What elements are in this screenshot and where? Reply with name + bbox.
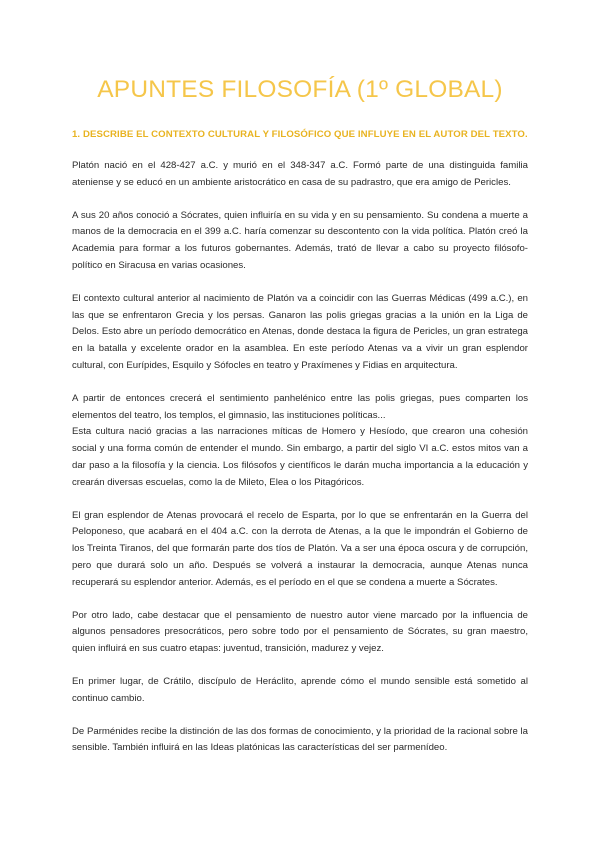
paragraph-socrates: A sus 20 años conoció a Sócrates, quien influiría en su vida y en su pensamiento. Su condena a muerte a manos de la democracia en el 399 a.C. haría comenzar su descontento con la vida política. Platón creó la Academia para formar a los futuros gobernantes. Además, trató de llevar a cabo su proyecto filósofo-político en Siracusa en varias ocasiones. [72, 209, 528, 271]
paragraph-birth: Platón nació en el 428-427 a.C. y murió en el 348-347 a.C. Formó parte de una distinguida familia ateniense y se educó en un ambiente aristocrático en casa de su padrastro, que era amigo de Pericles. [72, 160, 528, 188]
paragraph-parmenides: De Parménides recibe la distinción de las dos formas de conocimiento, y la prioridad de la racional sobre la sensible. También influirá en las Ideas platónicas las características del ser parmenídeo. [72, 725, 528, 754]
document-title: APUNTES FILOSOFÍA (1º GLOBAL) [97, 76, 503, 103]
paragraph-cultural-context: El contexto cultural anterior al nacimiento de Platón va a coincidir con las Guerras Médicas (499 a.C.), en las que se enfrentaron Grecia y los persas. Ganaron las polis griegas gracias a la unión en la Liga de Delos. Esto abre un período democrático en Atenas, donde destaca la figura de Pericles, un gran estratega en la batalla y excelente orador en la asamblea. En este período Atenas va a vivir un gran esplendor cultural, con Eurípides, Esquilo y Sófocles en teatro y Praxímenes y Fidias en arquitectura. [72, 292, 528, 371]
paragraph-cratilo: En primer lugar, de Crátilo, discípulo de Heráclito, aprende cómo el mundo sensible está sometido al continuo cambio. [72, 675, 528, 704]
paragraph-myths: Esta cultura nació gracias a las narraciones míticas de Homero y Hesíodo, que crearon una cohesión social y una forma común de entender el mundo. Sin embargo, a partir del siglo VI a.C. estos mitos van a dar paso a la filosofía y la ciencia. Los filósofos y científicos le darán mucha importancia a la educación y crearán diversas escuelas, como la de Mileto, Elea o los Pitagóricos. [72, 426, 528, 488]
paragraph-sparta: El gran esplendor de Atenas provocará el recelo de Esparta, por lo que se enfrentarán en la Guerra del Peloponeso, que acabará en el 404 a.C. con la derrota de Atenas, a la que le impondrán el Gobierno de los Treinta Tiranos, del que formarán parte dos tíos de Platón. Va a ser una época oscura y de corrupción, pero que durará solo un año. Después se volverá a instaurar la democracia, aunque Atenas nunca recuperará su esplendor anterior. Además, es el período en el que se condena a muerte a Sócrates. [72, 509, 528, 588]
paragraph-influences: Por otro lado, cabe destacar que el pensamiento de nuestro autor viene marcado por la influencia de algunos pensadores presocráticos, pero sobre todo por el pensamiento de Sócrates, su gran maestro, quien influirá en sus cuatro etapas: juventud, transición, madurez y vejez. [72, 609, 528, 655]
paragraph-panhellenic: A partir de entonces crecerá el sentimiento panhelénico entre las polis griegas, pues comparten los elementos del teatro, los templos, el gimnasio, las instituciones políticas... [72, 392, 528, 421]
section-heading: 1. DESCRIBE EL CONTEXTO CULTURAL Y FILOSÓFICO QUE INFLUYE EN EL AUTOR DEL TEXTO. [72, 129, 528, 140]
